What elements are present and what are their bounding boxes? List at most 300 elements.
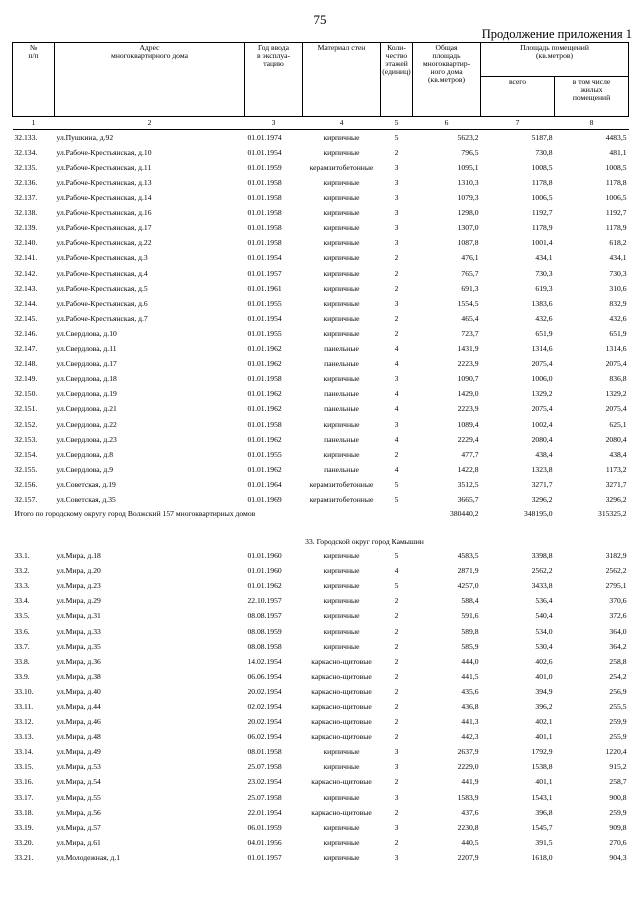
- header-room-area: Площадь помещений (кв.метров): [481, 43, 629, 77]
- table-row: [13, 190, 629, 205]
- table-row: [13, 790, 629, 805]
- wall-material-cell: каркасно-щитовые: [311, 702, 372, 711]
- wall-material-cell: кирпичные: [323, 328, 360, 338]
- floor-count-cell: 2: [394, 641, 399, 651]
- rooms-area-all-cell: 401,1: [535, 777, 553, 787]
- rooms-area-all-cell: 401,1: [535, 732, 553, 742]
- commissioning-date-cell: 08.08.1958: [247, 641, 282, 651]
- address-cell: ул.Мира, д.23: [56, 581, 101, 591]
- floor-count-cell: 5: [394, 581, 399, 591]
- table-row: [13, 145, 629, 160]
- rooms-area-all-cell: 3271,7: [531, 479, 553, 489]
- rooms-area-living-cell: 2080,4: [605, 434, 627, 444]
- column-number: 8: [555, 117, 629, 130]
- rooms-area-all-cell: 534,0: [535, 626, 553, 636]
- row-number-cell: 32.141.: [14, 253, 38, 263]
- floor-count-cell: 3: [394, 162, 399, 172]
- commissioning-date-cell: 01.01.1958: [247, 238, 282, 248]
- column-number: 1: [13, 117, 55, 130]
- commissioning-date-cell: 01.01.1954: [247, 147, 282, 157]
- wall-material-cell: кирпичные: [323, 611, 360, 621]
- address-cell: ул.Мира, д.53: [56, 762, 101, 772]
- housing-stock-table: [12, 42, 629, 865]
- table-row: [13, 594, 629, 609]
- rooms-area-living-cell: 1314,6: [605, 344, 627, 354]
- address-cell: ул.Мира, д.55: [56, 792, 101, 802]
- table-row: [13, 326, 629, 341]
- total-area-cell: 3665,7: [457, 494, 479, 504]
- row-number-cell: 33.14.: [14, 747, 34, 757]
- commissioning-date-cell: 01.01.1959: [247, 162, 282, 172]
- total-area-cell: 3512,5: [457, 479, 479, 489]
- rooms-area-all-cell: 536,4: [535, 596, 553, 606]
- table-row: [13, 175, 629, 190]
- floor-count-cell: 2: [394, 656, 399, 666]
- total-living-value: 315325,2: [598, 509, 627, 519]
- floor-count-cell: 4: [394, 404, 399, 414]
- total-area-cell: 2637,9: [457, 747, 479, 757]
- rooms-area-living-cell: 3271,7: [605, 479, 627, 489]
- address-cell: ул.Мира, д.33: [56, 626, 101, 636]
- row-number-cell: 32.154.: [14, 449, 38, 459]
- rooms-area-all-cell: 401,0: [535, 671, 553, 681]
- total-area-cell: 691,3: [461, 283, 479, 293]
- floor-count-cell: 3: [394, 298, 399, 308]
- commissioning-date-cell: 01.01.1957: [247, 852, 282, 862]
- address-cell: ул.Мира, д.44: [56, 702, 101, 711]
- row-number-cell: 32.148.: [14, 359, 38, 369]
- rooms-area-living-cell: 2075,4: [605, 359, 627, 369]
- rooms-area-living-cell: 730,3: [609, 268, 627, 278]
- rooms-area-living-cell: 434,1: [609, 253, 627, 263]
- floor-count-cell: 3: [394, 223, 399, 233]
- floor-count-cell: 2: [394, 626, 399, 636]
- floor-count-cell: 2: [394, 147, 399, 157]
- total-area-cell: 1583,9: [457, 792, 479, 802]
- total-area-cell: 1089,4: [457, 419, 479, 429]
- commissioning-date-cell: 08.08.1959: [247, 626, 282, 636]
- address-cell: ул.Мира, д.61: [56, 837, 101, 847]
- wall-material-cell: кирпичные: [323, 792, 360, 802]
- commissioning-date-cell: 22.01.1954: [247, 807, 282, 817]
- table-row: [13, 447, 629, 462]
- address-cell: ул.Рабоче-Крестьянская, д.22: [56, 238, 152, 248]
- wall-material-cell: кирпичные: [323, 298, 360, 308]
- rooms-area-living-cell: 2075,4: [605, 404, 627, 414]
- wall-material-cell: кирпичные: [323, 837, 360, 847]
- floor-count-cell: 4: [394, 344, 399, 354]
- table-row: [13, 775, 629, 790]
- total-area-cell: 1310,3: [457, 178, 479, 187]
- row-number-cell: 32.134.: [14, 147, 38, 157]
- commissioning-date-cell: 25.07.1958: [247, 792, 282, 802]
- commissioning-date-cell: 25.07.1958: [247, 762, 282, 772]
- table-row: [13, 729, 629, 744]
- rooms-area-all-cell: 1192,7: [531, 208, 553, 218]
- wall-material-cell: кирпичные: [323, 822, 360, 832]
- wall-material-cell: кирпичные: [323, 747, 360, 757]
- commissioning-date-cell: 01.01.1964: [247, 479, 282, 489]
- total-area-cell: 765,7: [461, 268, 479, 278]
- rooms-area-all-cell: 391,5: [535, 837, 553, 847]
- total-area-cell: 2207,9: [457, 852, 479, 862]
- rooms-area-living-cell: 1178,9: [605, 223, 627, 233]
- row-number-cell: 33.11.: [14, 702, 34, 711]
- rooms-area-living-cell: 1173,2: [605, 464, 627, 474]
- row-number-cell: 32.140.: [14, 238, 38, 248]
- floor-count-cell: 2: [394, 313, 399, 323]
- table-row: [13, 609, 629, 624]
- total-area-cell: 1079,3: [457, 193, 479, 203]
- table-row: [13, 624, 629, 639]
- wall-material-cell: каркасно-щитовые: [311, 671, 372, 681]
- wall-material-cell: кирпичные: [323, 566, 360, 576]
- wall-material-cell: каркасно-щитовые: [311, 717, 372, 727]
- table-row: [13, 236, 629, 251]
- row-number-cell: 33.1.: [14, 551, 30, 561]
- rooms-area-all-cell: 3433,8: [531, 581, 553, 591]
- total-area-cell: 444,0: [461, 656, 479, 666]
- wall-material-cell: кирпичные: [323, 551, 360, 561]
- floor-count-cell: 2: [394, 717, 399, 727]
- commissioning-date-cell: 01.01.1961: [247, 283, 282, 293]
- commissioning-date-cell: 08.01.1958: [247, 747, 282, 757]
- wall-material-cell: кирпичные: [323, 193, 360, 203]
- rooms-area-all-cell: 402,6: [535, 656, 553, 666]
- total-area-cell: 588,4: [461, 596, 479, 606]
- column-number: 2: [55, 117, 245, 130]
- total-area-cell: 796,5: [461, 147, 479, 157]
- rooms-area-living-cell: 258,7: [609, 777, 627, 787]
- total-area-cell: 2223,9: [457, 404, 479, 414]
- commissioning-date-cell: 01.01.1954: [247, 313, 282, 323]
- address-cell: ул.Рабоче-Крестьянская, д.17: [56, 223, 152, 233]
- row-number-cell: 32.155.: [14, 464, 38, 474]
- total-area-cell: 1307,0: [457, 223, 479, 233]
- rooms-area-all-cell: 1545,7: [531, 822, 553, 832]
- rooms-area-all-cell: 530,4: [535, 641, 553, 651]
- floor-count-cell: 2: [394, 671, 399, 681]
- commissioning-date-cell: 01.01.1955: [247, 298, 282, 308]
- wall-material-cell: кирпичные: [323, 223, 360, 233]
- floor-count-cell: 5: [394, 132, 399, 142]
- table-row: [13, 805, 629, 820]
- total-area-cell: 4583,5: [457, 551, 479, 561]
- table-row: [13, 402, 629, 417]
- commissioning-date-cell: 01.01.1958: [247, 374, 282, 384]
- wall-material-cell: кирпичные: [323, 581, 360, 591]
- floor-count-cell: 2: [394, 777, 399, 787]
- commissioning-date-cell: 01.01.1962: [247, 404, 282, 414]
- commissioning-date-cell: 20.02.1954: [247, 686, 282, 696]
- address-cell: ул.Мира, д.46: [56, 717, 101, 727]
- commissioning-date-cell: 01.01.1962: [247, 389, 282, 399]
- row-number-cell: 32.142.: [14, 268, 38, 278]
- commissioning-date-cell: 02.02.1954: [247, 702, 282, 711]
- rooms-area-living-cell: 256,9: [609, 686, 627, 696]
- address-cell: ул.Рабоче-Крестьянская, д.4: [56, 268, 148, 278]
- column-number: 3: [245, 117, 303, 130]
- rooms-area-all-cell: 432,6: [535, 313, 553, 323]
- commissioning-date-cell: 06.01.1959: [247, 822, 282, 832]
- header-total-area: Общая площадь многоквартир- ного дома (кв.метров): [413, 43, 481, 117]
- table-row: [13, 563, 629, 578]
- total-area-cell: 1554,5: [457, 298, 479, 308]
- column-number: 5: [381, 117, 413, 130]
- wall-material-cell: кирпичные: [323, 268, 360, 278]
- table-total-section: [13, 507, 629, 548]
- total-area-cell: 441,3: [461, 717, 479, 727]
- address-cell: ул.Мира, д.49: [56, 747, 101, 757]
- floor-count-cell: 3: [394, 792, 399, 802]
- address-cell: ул.Мира, д.57: [56, 822, 101, 832]
- table-row: [13, 579, 629, 594]
- floor-count-cell: 2: [394, 732, 399, 742]
- total-area-cell: 465,4: [461, 313, 479, 323]
- table-row: [13, 684, 629, 699]
- commissioning-date-cell: 01.01.1955: [247, 449, 282, 459]
- address-cell: ул.Рабоче-Крестьянская, д.7: [56, 313, 148, 323]
- commissioning-date-cell: 01.01.1960: [247, 551, 282, 561]
- wall-material-cell: керамзитобетонные: [309, 162, 374, 172]
- rooms-area-all-cell: 651,9: [535, 328, 553, 338]
- wall-material-cell: кирпичные: [323, 283, 360, 293]
- rooms-area-living-cell: 258,8: [609, 656, 627, 666]
- row-number-cell: 33.21.: [14, 852, 34, 862]
- table-row: [13, 835, 629, 850]
- address-cell: ул.Мира, д.20: [56, 566, 101, 576]
- wall-material-cell: кирпичные: [323, 253, 360, 263]
- floor-count-cell: 3: [394, 374, 399, 384]
- wall-material-cell: кирпичные: [323, 238, 360, 248]
- table-row: [13, 820, 629, 835]
- rooms-area-living-cell: 310,6: [609, 283, 627, 293]
- commissioning-date-cell: 01.01.1962: [247, 581, 282, 591]
- floor-count-cell: 5: [394, 479, 399, 489]
- address-cell: ул.Мира, д.18: [56, 551, 101, 561]
- row-number-cell: 32.144.: [14, 298, 38, 308]
- address-cell: ул.Свердлова, д.19: [56, 389, 117, 399]
- rooms-area-all-cell: 540,4: [535, 611, 553, 621]
- row-number-cell: 32.153.: [14, 434, 38, 444]
- floor-count-cell: 3: [394, 193, 399, 203]
- rooms-area-all-cell: 1538,8: [531, 762, 553, 772]
- floor-count-cell: 2: [394, 283, 399, 293]
- table-row: [13, 432, 629, 447]
- row-number-cell: 33.12.: [14, 717, 34, 727]
- floor-count-cell: 4: [394, 389, 399, 399]
- total-area-cell: 2229,0: [457, 762, 479, 772]
- address-cell: ул.Советская, д.35: [56, 494, 116, 504]
- rooms-area-all-cell: 438,4: [535, 449, 553, 459]
- row-number-cell: 33.16.: [14, 777, 34, 787]
- address-cell: ул.Свердлова, д.18: [56, 374, 117, 384]
- rooms-area-living-cell: 270,6: [609, 837, 627, 847]
- total-area-cell: 1095,1: [457, 162, 479, 172]
- table-row: [13, 387, 629, 402]
- commissioning-date-cell: 01.01.1962: [247, 464, 282, 474]
- rooms-area-living-cell: 364,2: [609, 641, 627, 651]
- row-number-cell: 33.20.: [14, 837, 34, 847]
- address-cell: ул.Рабоче-Крестьянская, д.16: [56, 208, 152, 218]
- header-room-area-living: в том числе жилых помещений: [555, 77, 629, 117]
- row-number-cell: 32.137.: [14, 193, 38, 203]
- wall-material-cell: панельные: [324, 389, 359, 399]
- row-number-cell: 33.6.: [14, 626, 30, 636]
- rooms-area-living-cell: 909,8: [609, 822, 627, 832]
- floor-count-cell: 3: [394, 762, 399, 772]
- rooms-area-living-cell: 1006,5: [605, 193, 627, 203]
- address-cell: ул.Мира, д.38: [56, 671, 101, 681]
- rooms-area-all-cell: 1001,4: [531, 238, 553, 248]
- floor-count-cell: 2: [394, 702, 399, 711]
- table-row: [13, 745, 629, 760]
- address-cell: ул.Свердлова, д.22: [56, 419, 117, 429]
- address-cell: ул.Мира, д.54: [56, 777, 101, 787]
- rooms-area-living-cell: 2795,1: [605, 581, 627, 591]
- rooms-area-all-cell: 1002,4: [531, 419, 553, 429]
- column-number: 4: [303, 117, 381, 130]
- wall-material-cell: каркасно-щитовые: [311, 656, 372, 666]
- address-cell: ул.Мира, д.29: [56, 596, 101, 606]
- rooms-area-living-cell: 259,9: [609, 717, 627, 727]
- row-number-cell: 32.157.: [14, 494, 38, 504]
- rooms-area-living-cell: 915,2: [609, 762, 627, 772]
- table-row: [13, 296, 629, 311]
- address-cell: ул.Свердлова, д.11: [56, 344, 117, 354]
- commissioning-date-cell: 01.01.1958: [247, 208, 282, 218]
- commissioning-date-cell: 01.01.1962: [247, 344, 282, 354]
- header-wall-material: Материал стен: [303, 43, 381, 117]
- address-cell: ул.Рабоче-Крестьянская, д.6: [56, 298, 148, 308]
- table-row: [13, 341, 629, 356]
- address-cell: ул.Свердлова, д.21: [56, 404, 117, 414]
- wall-material-cell: кирпичные: [323, 178, 360, 187]
- floor-count-cell: 2: [394, 807, 399, 817]
- address-cell: ул.Свердлова, д.17: [56, 359, 117, 369]
- rooms-area-living-cell: 1220,4: [605, 747, 627, 757]
- row-number-cell: 33.4.: [14, 596, 30, 606]
- rooms-area-all-cell: 2080,4: [531, 434, 553, 444]
- wall-material-cell: кирпичные: [323, 208, 360, 218]
- floor-count-cell: 2: [394, 328, 399, 338]
- total-all-rooms-value: 348195,0: [524, 509, 553, 519]
- rooms-area-living-cell: 1192,7: [605, 208, 627, 218]
- table-row: [13, 205, 629, 220]
- rooms-area-living-cell: 255,9: [609, 732, 627, 742]
- row-number-cell: 32.133.: [14, 132, 38, 142]
- wall-material-cell: кирпичные: [323, 374, 360, 384]
- table-row: [13, 669, 629, 684]
- address-cell: ул.Свердлова, д.23: [56, 434, 117, 444]
- header-address: Адрес многоквартирного дома: [55, 43, 245, 117]
- rooms-area-all-cell: 2075,4: [531, 359, 553, 369]
- commissioning-date-cell: 01.01.1958: [247, 193, 282, 203]
- rooms-area-living-cell: 255,5: [609, 702, 627, 711]
- row-number-cell: 32.152.: [14, 419, 38, 429]
- address-cell: ул.Рабоче-Крестьянская, д.5: [56, 283, 148, 293]
- rooms-area-all-cell: 396,2: [535, 702, 553, 711]
- floor-count-cell: 2: [394, 837, 399, 847]
- wall-material-cell: кирпичные: [323, 449, 360, 459]
- rooms-area-all-cell: 434,1: [535, 253, 553, 263]
- address-cell: ул.Мира, д.31: [56, 611, 101, 621]
- table-row: [13, 356, 629, 371]
- floor-count-cell: 2: [394, 253, 399, 263]
- total-area-cell: 1431,9: [457, 344, 479, 354]
- total-area-cell: 477,7: [461, 449, 479, 459]
- rooms-area-living-cell: 3182,9: [605, 551, 627, 561]
- row-number-cell: 32.139.: [14, 223, 38, 233]
- commissioning-date-cell: 06.06.1954: [247, 671, 282, 681]
- commissioning-date-cell: 01.01.1960: [247, 566, 282, 576]
- table-header: [13, 43, 629, 130]
- commissioning-date-cell: 08.08.1957: [247, 611, 282, 621]
- address-cell: ул.Мира, д.56: [56, 807, 101, 817]
- commissioning-date-cell: 22.10.1957: [247, 596, 282, 606]
- floor-count-cell: 3: [394, 747, 399, 757]
- total-area-cell: 2229,4: [457, 434, 479, 444]
- rooms-area-living-cell: 900,8: [609, 792, 627, 802]
- row-number-cell: 33.19.: [14, 822, 34, 832]
- wall-material-cell: панельные: [324, 434, 359, 444]
- wall-material-cell: керамзитобетонные: [309, 479, 374, 489]
- rooms-area-living-cell: 438,4: [609, 449, 627, 459]
- total-label: Итого по городскому округу город Волжский 157 многоквартирных домов: [14, 509, 256, 519]
- table-row: [13, 492, 629, 507]
- rooms-area-living-cell: 625,1: [609, 419, 627, 429]
- wall-material-cell: кирпичные: [323, 147, 360, 157]
- row-number-cell: 33.18.: [14, 807, 34, 817]
- table-row: [13, 714, 629, 729]
- rooms-area-all-cell: 619,3: [535, 283, 553, 293]
- appendix-continuation-label: Продолжение приложения 1: [481, 27, 632, 41]
- wall-material-cell: каркасно-щитовые: [311, 777, 372, 787]
- row-number-cell: 32.143.: [14, 283, 38, 293]
- rooms-area-living-cell: 432,6: [609, 313, 627, 323]
- total-area-cell: 437,6: [461, 807, 479, 817]
- rooms-area-all-cell: 730,8: [535, 147, 553, 157]
- commissioning-date-cell: 01.01.1958: [247, 419, 282, 429]
- floor-count-cell: 3: [394, 178, 399, 187]
- total-area-cell: 441,5: [461, 671, 479, 681]
- address-cell: ул.Рабоче-Крестьянская, д.3: [56, 253, 148, 263]
- wall-material-cell: каркасно-щитовые: [311, 732, 372, 742]
- address-cell: ул.Мира, д.40: [56, 686, 101, 696]
- total-area-cell: 1087,8: [457, 238, 479, 248]
- rooms-area-living-cell: 1329,2: [605, 389, 627, 399]
- total-area-cell: 591,6: [461, 611, 479, 621]
- total-area-cell: 2871,9: [457, 566, 479, 576]
- rooms-area-living-cell: 2562,2: [605, 566, 627, 576]
- rooms-area-all-cell: 3296,2: [531, 494, 553, 504]
- rooms-area-all-cell: 1383,6: [531, 298, 553, 308]
- floor-count-cell: 5: [394, 551, 399, 561]
- column-number-row: [13, 117, 629, 130]
- row-number-cell: 33.9.: [14, 671, 30, 681]
- rooms-area-all-cell: 3398,8: [531, 551, 553, 561]
- header-commissioning-year: Год ввода в эксплуа- тацию: [245, 43, 303, 117]
- table-row: [13, 654, 629, 669]
- total-area-cell: 435,6: [461, 686, 479, 696]
- total-area-cell: 723,7: [461, 328, 479, 338]
- rooms-area-all-cell: 396,8: [535, 807, 553, 817]
- rooms-area-living-cell: 254,2: [609, 671, 627, 681]
- row-number-cell: 32.150.: [14, 389, 38, 399]
- rooms-area-living-cell: 651,9: [609, 328, 627, 338]
- rooms-area-living-cell: 259,9: [609, 807, 627, 817]
- address-cell: ул.Молодежная, д.1: [56, 852, 121, 862]
